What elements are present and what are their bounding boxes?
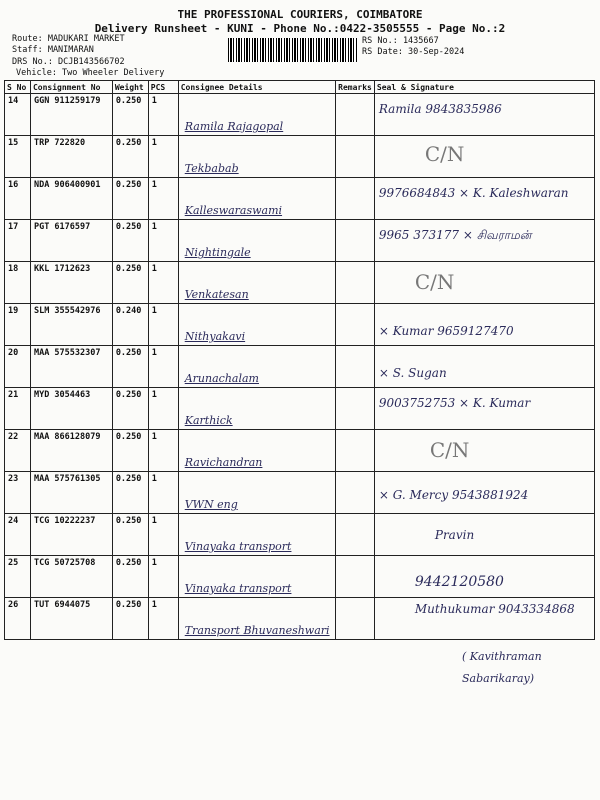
runsheet-table — [4, 80, 595, 640]
cell-signature — [374, 346, 594, 388]
footer-handwritten-note: ( Kavithraman Sabarikaray) — [462, 650, 542, 685]
rs-date: RS Date: 30-Sep-2024 — [362, 47, 465, 57]
consignee-name: Ramila Rajagopal — [184, 120, 284, 133]
consignee-name: Transport Bhuvaneshwari — [184, 624, 330, 637]
company-title: THE PROFESSIONAL COURIERS, COIMBATORE — [177, 8, 423, 21]
cell-signature — [374, 136, 594, 178]
cell-signature — [374, 514, 594, 556]
cell-sno: 16 — [5, 178, 31, 220]
cell-weight: 0.250 — [112, 472, 148, 514]
cell-pcs: 1 — [148, 178, 178, 220]
cell-weight: 0.250 — [112, 94, 148, 136]
cell-consignment: PGT 6176597 — [30, 220, 112, 262]
cell-pcs: 1 — [148, 598, 178, 640]
table-row — [5, 514, 595, 556]
header-remarks: Remarks — [336, 81, 375, 94]
cell-consignee — [178, 598, 335, 640]
cell-pcs: 1 — [148, 304, 178, 346]
cell-pcs: 1 — [148, 472, 178, 514]
cell-remarks — [336, 94, 375, 136]
cell-sno: 26 — [5, 598, 31, 640]
consignee-name: Vinayaka transport — [184, 540, 292, 553]
cell-signature — [374, 598, 594, 640]
cell-signature — [374, 94, 594, 136]
cell-pcs: 1 — [148, 136, 178, 178]
cell-weight: 0.250 — [112, 346, 148, 388]
cell-weight: 0.250 — [112, 388, 148, 430]
cell-consignment: MAA 575532307 — [30, 346, 112, 388]
cell-consignee — [178, 472, 335, 514]
cell-sno: 18 — [5, 262, 31, 304]
cell-signature — [374, 556, 594, 598]
signature-text: 9442120580 — [414, 574, 504, 590]
cell-sno: 19 — [5, 304, 31, 346]
cell-pcs: 1 — [148, 220, 178, 262]
cell-weight: 0.250 — [112, 178, 148, 220]
table-row — [5, 220, 595, 262]
consignee-name: Venkatesan — [184, 288, 249, 301]
cell-weight: 0.250 — [112, 598, 148, 640]
cell-weight: 0.250 — [112, 136, 148, 178]
cell-consignee — [178, 262, 335, 304]
header-weight: Weight — [112, 81, 148, 94]
cell-remarks — [336, 220, 375, 262]
cell-consignee — [178, 346, 335, 388]
staff-label: Staff: MANIMARAN — [12, 45, 94, 55]
cell-consignment: TCG 10222237 — [30, 514, 112, 556]
route-label: Route: MADUKARI MARKET — [12, 34, 125, 44]
cell-consignee — [178, 514, 335, 556]
signature-text: × G. Mercy 9543881924 — [378, 488, 529, 502]
consignee-name: Nithyakavi — [184, 330, 246, 343]
header-signature: Seal & Signature — [374, 81, 594, 94]
signature-text: × S. Sugan — [378, 366, 447, 380]
table-row — [5, 430, 595, 472]
cell-signature — [374, 472, 594, 514]
cn-mark: C/N — [424, 142, 465, 166]
cell-weight: 0.250 — [112, 556, 148, 598]
cell-sno: 24 — [5, 514, 31, 556]
table-row — [5, 178, 595, 220]
signature-text: Muthukumar 9043334868 — [414, 602, 575, 616]
cell-consignment: SLM 355542976 — [30, 304, 112, 346]
cell-consignee — [178, 304, 335, 346]
table-row — [5, 388, 595, 430]
cell-consignment: MAA 866128079 — [30, 430, 112, 472]
consignee-name: Karthick — [184, 414, 233, 427]
cell-sno: 15 — [5, 136, 31, 178]
header-pcs: PCS — [148, 81, 178, 94]
consignee-name: Ravichandran — [184, 456, 263, 469]
cell-remarks — [336, 598, 375, 640]
cell-sno: 21 — [5, 388, 31, 430]
cell-consignment: GGN 911259179 — [30, 94, 112, 136]
cell-remarks — [336, 430, 375, 472]
cell-weight: 0.250 — [112, 262, 148, 304]
signature-text: 9976684843 × K. Kaleshwaran — [378, 186, 569, 200]
consignee-name: VWN eng — [184, 498, 238, 511]
table-row — [5, 94, 595, 136]
cell-weight: 0.250 — [112, 430, 148, 472]
cell-consignment: MAA 575761305 — [30, 472, 112, 514]
cn-mark: C/N — [414, 270, 455, 294]
consignee-name: Vinayaka transport — [184, 582, 292, 595]
cell-consignment: TCG 50725708 — [30, 556, 112, 598]
cell-signature — [374, 304, 594, 346]
consignee-name: Nightingale — [184, 246, 251, 259]
signature-text: 9965 373177 × சிவராமன் — [378, 228, 532, 242]
cell-consignee — [178, 94, 335, 136]
consignee-name: Tekbabab — [184, 162, 239, 175]
cell-remarks — [336, 514, 375, 556]
table-header-row — [5, 81, 595, 94]
cell-consignee — [178, 178, 335, 220]
table-row — [5, 556, 595, 598]
cell-pcs: 1 — [148, 514, 178, 556]
signature-text: 9003752753 × K. Kumar — [378, 396, 531, 410]
rs-number: RS No.: 1435667 — [362, 36, 439, 46]
signature-text: Ramila 9843835986 — [378, 102, 502, 116]
cell-consignment: MYD 3054463 — [30, 388, 112, 430]
cell-remarks — [336, 136, 375, 178]
cell-pcs: 1 — [148, 346, 178, 388]
cell-pcs: 1 — [148, 94, 178, 136]
cell-remarks — [336, 304, 375, 346]
signature-text: × Kumar 9659127470 — [378, 324, 514, 338]
header-consignee: Consignee Details — [178, 81, 335, 94]
consignee-name: Arunachalam — [184, 372, 259, 385]
barcode-image — [228, 38, 358, 62]
table-row — [5, 472, 595, 514]
cell-weight: 0.250 — [112, 514, 148, 556]
cell-weight: 0.250 — [112, 220, 148, 262]
cell-consignee — [178, 220, 335, 262]
table-row — [5, 598, 595, 640]
cell-pcs: 1 — [148, 430, 178, 472]
table-row — [5, 304, 595, 346]
cell-sno: 23 — [5, 472, 31, 514]
cell-consignment: KKL 1712623 — [30, 262, 112, 304]
cell-signature — [374, 262, 594, 304]
runsheet-subtitle: Delivery Runsheet - KUNI - Phone No.:0422-3505555 - Page No.:2 — [94, 22, 506, 35]
cell-sno: 20 — [5, 346, 31, 388]
cell-pcs: 1 — [148, 388, 178, 430]
table-row — [5, 136, 595, 178]
cell-remarks — [336, 472, 375, 514]
cell-consignee — [178, 556, 335, 598]
header-sno: S No — [5, 81, 31, 94]
cell-sno: 25 — [5, 556, 31, 598]
cell-pcs: 1 — [148, 556, 178, 598]
cell-remarks — [336, 178, 375, 220]
signature-text: Pravin — [434, 528, 475, 542]
cell-consignee — [178, 388, 335, 430]
cell-signature — [374, 430, 594, 472]
cell-consignment: NDA 906400901 — [30, 178, 112, 220]
cell-weight: 0.240 — [112, 304, 148, 346]
cell-consignee — [178, 136, 335, 178]
cell-remarks — [336, 262, 375, 304]
cell-sno: 17 — [5, 220, 31, 262]
cell-remarks — [336, 388, 375, 430]
header-consignment: Consignment No — [30, 81, 112, 94]
table-row — [5, 346, 595, 388]
cn-mark: C/N — [429, 438, 470, 462]
cell-pcs: 1 — [148, 262, 178, 304]
cell-consignment: TRP 722820 — [30, 136, 112, 178]
cell-signature — [374, 388, 594, 430]
vehicle-label: Vehicle: Two Wheeler Delivery — [16, 68, 165, 78]
cell-remarks — [336, 556, 375, 598]
cell-signature — [374, 220, 594, 262]
table-row — [5, 262, 595, 304]
cell-sno: 14 — [5, 94, 31, 136]
cell-sno: 22 — [5, 430, 31, 472]
cell-signature — [374, 178, 594, 220]
cell-consignee — [178, 430, 335, 472]
cell-remarks — [336, 346, 375, 388]
consignee-name: Kalleswaraswami — [184, 204, 283, 217]
cell-consignment: TUT 6944075 — [30, 598, 112, 640]
drs-label: DRS No.: DCJB143566702 — [12, 57, 125, 67]
